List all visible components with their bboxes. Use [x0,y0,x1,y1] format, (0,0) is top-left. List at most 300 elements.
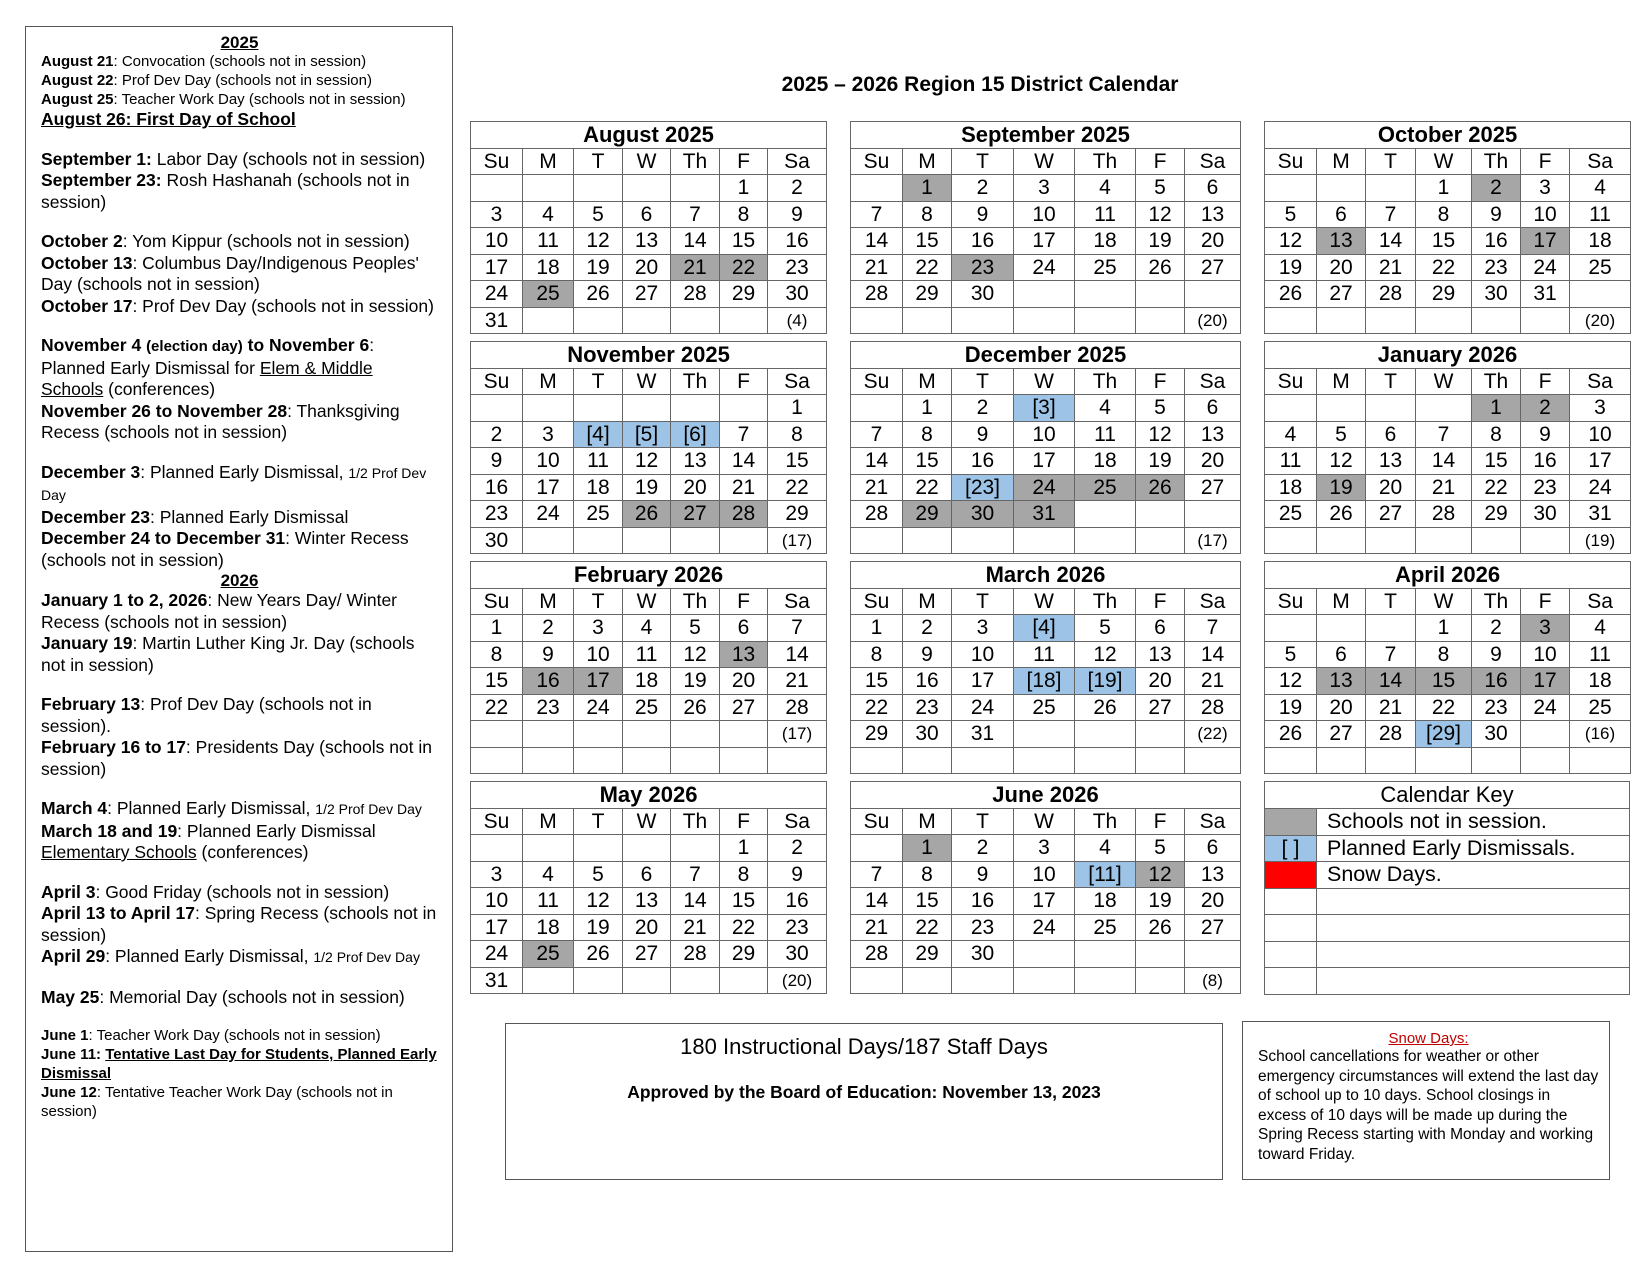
event-first-day: August 26: First Day of School [41,109,296,129]
year-heading-2025: 2025 [220,33,259,52]
day-cell: 21 [1366,254,1416,281]
day-cell: 25 [523,941,574,968]
day-cell: 13 [1317,228,1366,255]
weekday-header: Su [851,368,903,395]
day-cell: 8 [720,861,768,888]
empty-cell [851,395,903,422]
day-cell: 2 [768,175,827,202]
day-cell: 19 [1317,474,1366,501]
day-cell: 14 [851,448,903,475]
day-cell: 28 [768,694,827,721]
day-cell: 18 [1265,474,1317,501]
day-cell: 11 [1570,641,1631,668]
day-cell: 6 [720,615,768,642]
weekday-header: T [952,368,1014,395]
day-cell: 21 [851,474,903,501]
day-cell: 28 [851,281,903,308]
empty-cell [851,175,903,202]
instructional-day-count: (17) [768,721,827,748]
weekday-header: Su [1265,588,1317,615]
day-cell: 26 [671,694,720,721]
day-cell: 14 [1366,668,1416,695]
day-cell: 27 [1317,721,1366,748]
day-cell: 18 [1570,668,1631,695]
day-cell: 1 [903,175,952,202]
empty-cell [1014,941,1075,968]
day-cell: 26 [1265,721,1317,748]
weekday-header: F [1521,148,1570,175]
day-cell: 11 [1265,448,1317,475]
day-cell: 5 [1075,615,1136,642]
empty-cell [1317,307,1366,334]
empty-cell [1014,527,1075,554]
day-cell: 4 [523,861,574,888]
day-cell: 11 [523,888,574,915]
empty-cell [623,527,671,554]
day-cell: 3 [1521,615,1570,642]
empty-cell [1317,527,1366,554]
empty-cell [720,395,768,422]
weekday-header: Sa [1185,588,1241,615]
empty-cell [1265,395,1317,422]
day-cell: 6 [1185,835,1241,862]
day-cell: 22 [903,254,952,281]
empty-cell [1317,395,1366,422]
day-cell: 24 [952,694,1014,721]
day-cell: 27 [1136,694,1185,721]
day-cell: 24 [1521,254,1570,281]
day-cell: 21 [720,474,768,501]
empty-cell [1014,281,1075,308]
day-cell: 11 [523,228,574,255]
empty-cell [851,307,903,334]
day-cell: 24 [1014,254,1075,281]
empty-cell [471,747,523,774]
day-cell: 30 [1521,501,1570,528]
day-cell: [3] [1014,395,1075,422]
day-cell: 15 [1416,668,1472,695]
weekday-header: T [574,368,623,395]
day-cell: 30 [903,721,952,748]
empty-cell [1075,721,1136,748]
month-february-2026 [470,561,827,774]
month-january-2026 [1264,341,1631,554]
empty-cell [1317,615,1366,642]
day-cell: 2 [1521,395,1570,422]
day-cell: 14 [720,448,768,475]
day-cell: 4 [1265,421,1317,448]
empty-cell [1185,281,1241,308]
weekday-header: Th [1472,148,1521,175]
weekday-header: W [1014,588,1075,615]
day-cell: 25 [1014,694,1075,721]
day-cell: 29 [768,501,827,528]
day-cell: 12 [574,228,623,255]
day-cell: 12 [1265,668,1317,695]
instructional-day-count: (17) [768,527,827,554]
weekday-header: W [623,368,671,395]
day-cell: 27 [1317,281,1366,308]
weekday-header: W [623,588,671,615]
day-cell: 30 [952,281,1014,308]
day-cell: 21 [1366,694,1416,721]
weekday-header: T [952,588,1014,615]
day-cell: 29 [903,501,952,528]
instructional-day-count: (19) [1570,527,1631,554]
day-cell: 15 [903,888,952,915]
day-cell: 5 [574,201,623,228]
day-cell: 3 [574,615,623,642]
event-sep1: September 1: Labor Day (schools not in session) [41,148,426,169]
weekday-header: Sa [1570,368,1631,395]
day-cell: 4 [1075,835,1136,862]
empty-cell [671,175,720,202]
day-cell: 17 [952,668,1014,695]
day-cell: 1 [1416,175,1472,202]
day-cell: 17 [574,668,623,695]
weekday-header: M [523,588,574,615]
weekday-header: T [952,148,1014,175]
empty-cell [1265,527,1317,554]
key-empty-cell [1317,968,1630,995]
day-cell: 24 [523,501,574,528]
instructional-day-count: (20) [1185,307,1241,334]
day-cell: 21 [1185,668,1241,695]
day-cell: 16 [1521,448,1570,475]
weekday-header: T [1366,368,1416,395]
day-cell: 4 [1570,175,1631,202]
empty-cell [1521,721,1570,748]
weekday-header: Sa [768,808,827,835]
day-cell: 17 [1570,448,1631,475]
day-cell: 15 [768,448,827,475]
weekday-header: Su [851,808,903,835]
weekday-header: Th [671,368,720,395]
event-may25: May 25: Memorial Day (schools not in session) [41,986,405,1007]
weekday-header: Sa [1570,588,1631,615]
day-cell: 17 [1521,228,1570,255]
day-cell: 19 [574,254,623,281]
day-cell: 7 [671,201,720,228]
weekday-header: Su [1265,368,1317,395]
day-cell: 2 [1472,615,1521,642]
snow-day-swatch [1265,862,1317,889]
day-cell: 16 [952,888,1014,915]
day-cell: 26 [1265,281,1317,308]
day-cell: 4 [1075,395,1136,422]
empty-cell [1472,307,1521,334]
empty-cell [1366,307,1416,334]
day-cell: [18] [1014,668,1075,695]
day-cell: 7 [768,615,827,642]
day-cell: 29 [1472,501,1521,528]
day-cell: 20 [623,254,671,281]
day-cell: 10 [1570,421,1631,448]
day-cell: 5 [1136,835,1185,862]
weekday-header: T [574,808,623,835]
day-cell: 18 [574,474,623,501]
day-cell: 8 [1416,201,1472,228]
day-cell: 16 [952,448,1014,475]
day-cell: 13 [720,641,768,668]
day-cell: 31 [1521,281,1570,308]
day-cell: 10 [1014,201,1075,228]
month-title: June 2026 [851,782,1241,809]
day-cell: 18 [1075,448,1136,475]
key-empty-cell [1317,915,1630,942]
day-cell: 4 [1570,615,1631,642]
day-cell: 13 [1185,861,1241,888]
day-cell: 5 [1136,395,1185,422]
day-cell: 11 [574,448,623,475]
day-cell: 13 [623,228,671,255]
empty-cell [851,835,903,862]
weekday-header: F [1521,588,1570,615]
day-cell: 9 [471,448,523,475]
day-cell: 15 [720,888,768,915]
key-empty-cell [1265,941,1317,968]
day-cell: 4 [1075,175,1136,202]
day-cell: 30 [471,527,523,554]
day-cell: 9 [952,421,1014,448]
day-cell: 2 [768,835,827,862]
day-cell: 14 [1366,228,1416,255]
day-cell: 5 [574,861,623,888]
weekday-header: Sa [1185,148,1241,175]
day-cell: 31 [471,967,523,994]
day-cell: 20 [720,668,768,695]
day-cell: 19 [1265,254,1317,281]
day-cell: 15 [851,668,903,695]
day-cell: 7 [851,861,903,888]
day-cell: 27 [623,941,671,968]
day-cell: 16 [471,474,523,501]
day-cell: 23 [471,501,523,528]
day-cell: 12 [1136,861,1185,888]
day-cell: 10 [1014,421,1075,448]
day-cell: 14 [851,228,903,255]
weekday-header: T [952,808,1014,835]
day-cell: 28 [671,281,720,308]
day-cell: 13 [1317,668,1366,695]
day-cell: 28 [720,501,768,528]
day-cell: 20 [671,474,720,501]
empty-cell [574,721,623,748]
day-cell: 7 [851,421,903,448]
day-cell: 20 [623,914,671,941]
day-cell: 30 [1472,281,1521,308]
day-cell: 31 [471,307,523,334]
day-cell: 15 [903,448,952,475]
day-cell: 20 [1185,888,1241,915]
day-cell: 20 [1317,694,1366,721]
day-cell: 8 [903,861,952,888]
weekday-header: Th [1472,588,1521,615]
day-cell: 14 [768,641,827,668]
day-cell: 19 [1136,448,1185,475]
day-cell: 27 [1185,474,1241,501]
snow-day-label: Snow Days. [1317,862,1630,889]
weekday-header: Sa [1185,368,1241,395]
weekday-header: W [623,148,671,175]
empty-cell [623,175,671,202]
weekday-header: Th [1075,368,1136,395]
day-cell: 17 [1014,228,1075,255]
empty-cell [903,967,952,994]
day-cell: 10 [1014,861,1075,888]
day-cell: 6 [623,861,671,888]
weekday-header: Sa [1570,148,1631,175]
day-cell: 15 [903,228,952,255]
day-cell: 7 [1366,201,1416,228]
day-cell: 23 [768,914,827,941]
empty-cell [523,307,574,334]
weekday-header: Sa [768,148,827,175]
day-cell: 11 [1075,421,1136,448]
empty-cell [623,721,671,748]
day-cell: 15 [1472,448,1521,475]
year-heading-2026: 2026 [220,571,259,590]
weekday-header: F [1136,148,1185,175]
day-cell: 13 [1185,201,1241,228]
month-october-2025 [1264,121,1631,334]
day-cell: 17 [1014,888,1075,915]
day-cell: 24 [1521,694,1570,721]
empty-cell [1472,527,1521,554]
event-aug21: August 21: Convocation (schools not in session) [41,53,367,70]
empty-cell [1265,747,1317,774]
day-cell: 27 [720,694,768,721]
empty-cell [1075,747,1136,774]
day-cell: [4] [574,421,623,448]
day-cell: 5 [1265,201,1317,228]
day-cell: 10 [523,448,574,475]
weekday-header: Su [471,588,523,615]
instructional-days-box [505,1023,1223,1180]
day-cell: 10 [1521,201,1570,228]
day-cell: 24 [1014,474,1075,501]
empty-cell [1136,307,1185,334]
day-cell: 16 [1472,668,1521,695]
day-cell: 14 [1416,448,1472,475]
empty-cell [1521,307,1570,334]
day-cell: 29 [720,941,768,968]
day-cell: 6 [1317,201,1366,228]
weekday-header: W [1416,368,1472,395]
empty-cell [1265,307,1317,334]
day-cell: 7 [1185,615,1241,642]
empty-cell [623,395,671,422]
day-cell: 8 [851,641,903,668]
day-cell: 3 [1521,175,1570,202]
empty-cell [903,307,952,334]
day-cell: 3 [952,615,1014,642]
day-cell: 1 [903,395,952,422]
day-cell: 31 [1014,501,1075,528]
empty-cell [952,527,1014,554]
day-cell: 9 [952,201,1014,228]
empty-cell [1317,175,1366,202]
day-cell: [11] [1075,861,1136,888]
empty-cell [671,395,720,422]
weekday-header: Su [471,808,523,835]
day-cell: 17 [1521,668,1570,695]
day-cell: 21 [768,668,827,695]
empty-cell [671,307,720,334]
day-cell: 25 [1075,914,1136,941]
day-cell: 16 [1472,228,1521,255]
day-cell: 3 [523,421,574,448]
not-in-session-label: Schools not in session. [1317,809,1630,836]
event-dec23: December 23: Planned Early Dismissal [41,506,349,527]
day-cell: 17 [523,474,574,501]
day-cell: 1 [1416,615,1472,642]
day-cell: 28 [1366,281,1416,308]
empty-cell [471,175,523,202]
day-cell: 25 [1075,254,1136,281]
empty-cell [671,835,720,862]
empty-cell [1075,307,1136,334]
empty-cell [1416,527,1472,554]
day-cell: 27 [1185,254,1241,281]
weekday-header: M [903,808,952,835]
empty-cell [523,527,574,554]
empty-cell [574,747,623,774]
empty-cell [1265,615,1317,642]
day-cell: 24 [1014,914,1075,941]
day-cell: 16 [952,228,1014,255]
day-cell: 13 [1136,641,1185,668]
day-cell: 12 [1136,421,1185,448]
empty-cell [523,721,574,748]
day-cell: 7 [851,201,903,228]
weekday-header: W [623,808,671,835]
day-cell: 3 [1570,395,1631,422]
day-cell: 30 [952,501,1014,528]
event-dec24: December 24 to December 31: Winter Recess (schools not in session) [41,528,409,570]
empty-cell [574,967,623,994]
empty-cell [720,307,768,334]
day-cell: 27 [623,281,671,308]
empty-cell [1366,527,1416,554]
weekday-header: M [523,148,574,175]
empty-cell [952,747,1014,774]
day-cell: 2 [471,421,523,448]
key-empty-cell [1265,888,1317,915]
day-cell: 29 [903,941,952,968]
day-cell: 6 [623,201,671,228]
day-cell: 9 [523,641,574,668]
month-november-2025 [470,341,827,554]
day-cell: 10 [574,641,623,668]
day-cell: 1 [1472,395,1521,422]
empty-cell [1014,307,1075,334]
day-cell: 16 [523,668,574,695]
instructional-days-text: 180 Instructional Days/187 Staff Days [680,1034,1048,1059]
empty-cell [851,967,903,994]
event-apr13: April 13 to April 17: Spring Recess (schools not in session) [41,903,437,945]
day-cell: 12 [574,888,623,915]
day-cell: 27 [1185,914,1241,941]
day-cell: 20 [1136,668,1185,695]
day-cell: 21 [1416,474,1472,501]
instructional-day-count: (17) [1185,527,1241,554]
empty-cell [1366,615,1416,642]
empty-cell [952,307,1014,334]
day-cell: 8 [471,641,523,668]
month-march-2026 [850,561,1241,774]
empty-cell [1185,941,1241,968]
